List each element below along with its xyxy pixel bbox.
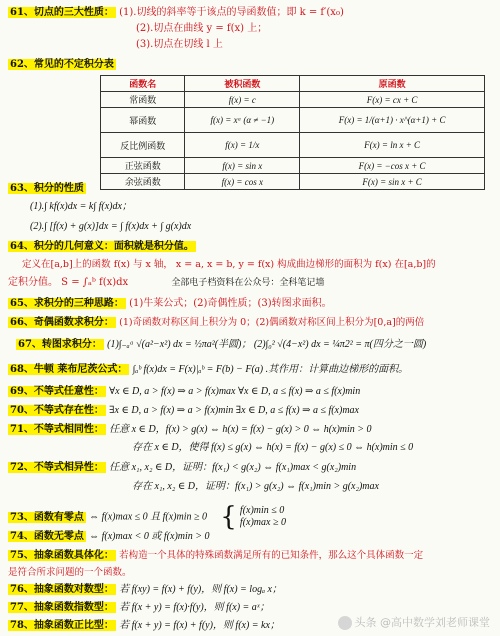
item-68 <box>8 363 494 377</box>
header-integrand: 被积函数 <box>185 76 300 92</box>
item-64-label: 64、积分的几何意义：面积就是积分值。 <box>10 241 194 252</box>
item-65-label: 65、求积分的三种思路： <box>10 298 124 309</box>
item-75 <box>8 549 494 563</box>
watermark-logo-icon <box>338 616 352 630</box>
item-70 <box>8 404 494 418</box>
item-65-text: (1)牛莱公式；(2)奇偶性质；(3)转图求面积。 <box>129 298 332 309</box>
item-61-p2: (2).切点在曲线 y = f(x) 上； <box>136 23 268 34</box>
item-73-alt2: f(x)max ≥ 0 <box>239 517 286 528</box>
item-73-alt <box>240 505 286 529</box>
item-77-label: 77、抽象函数指数型： <box>10 602 114 613</box>
cell: F(x) = cx + C <box>300 92 485 108</box>
item-64-note: 全部电子档资料在公众号：全科笔记墙 <box>171 278 325 288</box>
cell: f(x) = 1/x <box>185 133 300 158</box>
item-71-l1: 任意 x ∈ D，f(x) > g(x) ⇔ h(x) = f(x) − g(x) > 0 ⇔ h(x)min > 0 <box>109 424 372 435</box>
item-68-label: 68、牛顿 莱布尼茨公式： <box>10 364 128 375</box>
item-66-text: (1)奇函数对称区间上积分为 0；(2)偶函数对称区间上积分为[0,a]的两倍 <box>119 317 425 328</box>
item-73-label: 73、函数有零点 <box>10 511 84 523</box>
item-64 <box>8 240 494 254</box>
item-74-text: ⇔ f(x)max < 0 或 f(x)min > 0 <box>89 531 210 542</box>
item-66-label: 66、奇偶函数求积分： <box>10 317 114 328</box>
item-67-text: (1)∫₋ₐᵃ √(a²−x²) dx = ½πa²(半圆)； (2)∫₀² √(4−x²) dx = ¼π2² = π(四分之一圆) <box>107 339 427 350</box>
item-73-alt1: f(x)min ≤ 0 <box>239 505 285 516</box>
cell: f(x) = cos x <box>185 174 300 190</box>
header-antiderivative: 原函数 <box>300 76 485 92</box>
item-63 <box>8 182 494 196</box>
watermark <box>338 614 491 630</box>
cell: F(x) = 1/(α+1) · x^(α+1) + C <box>300 108 485 133</box>
cell: 反比例函数 <box>101 133 185 158</box>
header-function-name: 函数名 <box>101 76 185 92</box>
item-61-p1: (1).切线的斜率等于该点的导函数值；即 k = f′(x₀) <box>119 7 344 18</box>
item-76-label: 76、抽象函数对数型： <box>10 584 114 595</box>
cell: f(x) = c <box>185 92 300 108</box>
item-74 <box>8 530 494 544</box>
item-77 <box>8 601 494 615</box>
item-69-text: ∀x ∈ D, a > f(x) ⇒ a > f(x)max ∀x ∈ D, a ≤ f(x) ⇒ a ≤ f(x)min <box>109 386 361 397</box>
item-72 <box>8 461 494 475</box>
item-71-l2: 存在 x ∈ D，使得 f(x) ≤ g(x) ⇔ h(x) = f(x) − g(x) ≤ 0 ⇔ h(x)min ≤ 0 <box>132 442 414 453</box>
cell: f(x) = xᵃ (α ≠ −1) <box>185 108 300 133</box>
cell: 幂函数 <box>101 108 185 133</box>
item-75-text2: 是符合所求问题的一个函数。 <box>8 567 132 578</box>
brace-icon: { <box>220 502 237 532</box>
item-67 <box>16 338 494 352</box>
item-63-label: 63、积分的性质 <box>10 183 84 194</box>
item-73-text: ⇔ f(x)max ≤ 0 且 f(x)min ≥ 0 <box>89 511 207 523</box>
item-78-text: 若 f(x + y) = f(x) + f(y)，则 f(x) = kx； <box>119 620 280 631</box>
cell: 常函数 <box>101 92 185 108</box>
item-72-l1: 任意 x₁, x₂ ∈ D，证明：f(x₁) < g(x₂) ⇔ f(x₁)max < g(x₂)min <box>109 462 357 473</box>
item-68-text: ∫ₐᵇ f(x)dx = F(x)|ₐᵇ = F(b) − F(a) .其作用：计算曲边梯形的面积。 <box>132 364 409 375</box>
item-63-p2: (2).∫ [f(x) + g(x)]dx = ∫ f(x)dx + ∫ g(x)dx <box>30 221 192 232</box>
item-70-text: ∃x ∈ D, a > f(x) ⇒ a > f(x)min ∃x ∈ D, a ≤ f(x) ⇒ a ≤ f(x)max <box>109 405 359 416</box>
item-65 <box>8 297 494 311</box>
item-61-p3: (3).切点在切线 l 上 <box>136 39 223 50</box>
item-76 <box>8 583 494 597</box>
cell: f(x) = sin x <box>185 158 300 174</box>
table-row <box>101 92 485 108</box>
integral-table <box>100 75 485 190</box>
table-row <box>101 158 485 174</box>
cell: F(x) = sin x + C <box>300 174 485 190</box>
item-72-l2: 存在 x₁, x₂ ∈ D，证明：f(x₁) > g(x₂) ⇔ f(x₁)min > g(x₂)max <box>132 481 379 492</box>
item-61 <box>8 6 494 20</box>
item-71 <box>8 423 494 437</box>
cell: F(x) = ln x + C <box>300 133 485 158</box>
table-row <box>101 108 485 133</box>
item-61-label: 61、切点的三大性质： <box>10 7 114 18</box>
item-76-text: 若 f(xy) = f(x) + f(y)，则 f(x) = logₐ x； <box>119 584 282 595</box>
item-74-label: 74、函数无零点 <box>10 531 84 542</box>
cell: 正弦函数 <box>101 158 185 174</box>
watermark-text: 头条 @高中数学刘老师课堂 <box>354 616 490 629</box>
item-67-label: 67、转图求积分： <box>18 339 102 350</box>
table-row <box>101 133 485 158</box>
item-71-label: 71、不等式相同性： <box>10 424 104 435</box>
item-73 <box>8 504 494 530</box>
item-72-label: 72、不等式相异性： <box>10 462 104 473</box>
item-69-label: 69、不等式任意性： <box>10 386 104 397</box>
item-64-line2 <box>8 276 494 290</box>
item-62 <box>8 58 494 72</box>
item-75-label: 75、抽象函数具体化： <box>10 550 114 561</box>
item-62-label: 62、常见的不定积分表 <box>10 59 114 70</box>
item-64-line2a: 定积分值。 S = ∫ₐᵇ f(x)dx <box>8 277 129 288</box>
item-77-text: 若 f(x + y) = f(x)·f(y)，则 f(x) = aˣ； <box>119 602 270 613</box>
item-63-p1: (1).∫ kf(x)dx = k∫ f(x)dx； <box>30 201 132 212</box>
item-66 <box>8 316 494 330</box>
item-70-label: 70、不等式存在性： <box>10 405 104 416</box>
item-69 <box>8 385 494 399</box>
item-78-label: 78、抽象函数正比型： <box>10 620 114 631</box>
item-75-text: 若构造一个具体的特殊函数满足所有的已知条件，那么这个具体函数一定 <box>119 550 424 561</box>
cell: F(x) = −cos x + C <box>300 158 485 174</box>
cell: 余弦函数 <box>101 174 185 190</box>
item-64-line1: 定义在[a,b]上的函数 f(x) 与 x 轴， x = a, x = b, y = f(x) 构成曲边梯形的面积为 f(x) 在[a,b]的 <box>22 259 436 270</box>
integral-table-header <box>101 76 485 92</box>
